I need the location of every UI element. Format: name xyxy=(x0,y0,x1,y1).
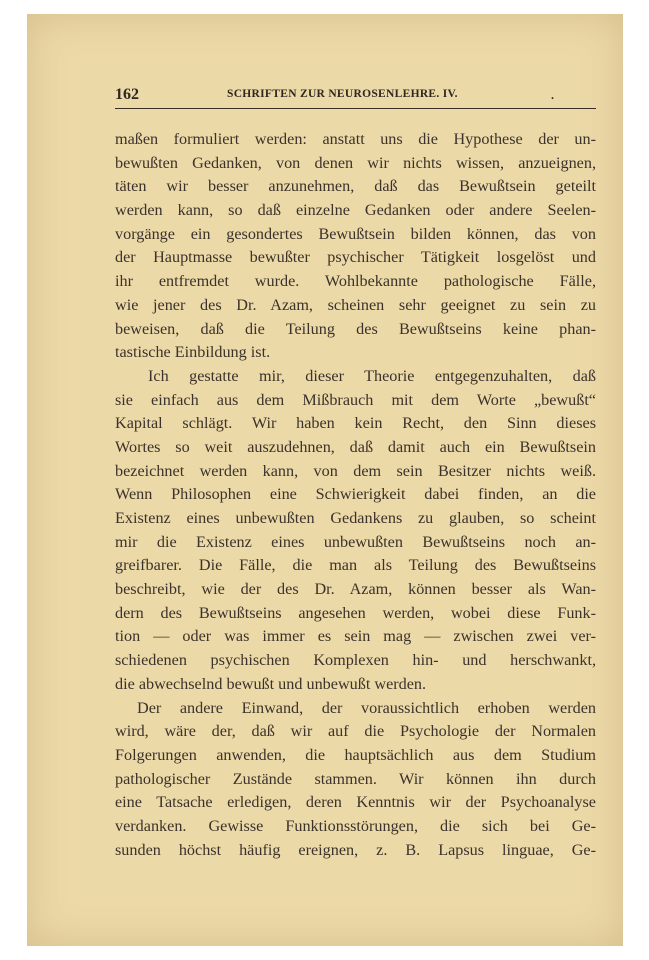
running-head: SCHRIFTEN ZUR NEUROSENLEHRE. IV. xyxy=(227,88,458,100)
text-line: tion — oder was immer es sein mag — zwischen zwei ver- xyxy=(115,627,596,646)
text-line: Wenn Philosophen eine Schwierigkeit dabei finden, an die xyxy=(115,485,596,504)
text-line: wie jener des Dr. Azam, scheinen sehr geeignet zu sein zu xyxy=(115,295,596,314)
text-line: greifbarer. Die Fälle, die man als Teilung des Bewußtseins xyxy=(115,556,596,575)
text-line: mir die Existenz eines unbewußten Bewußtseins noch an- xyxy=(115,532,596,551)
page-number: 162 xyxy=(115,86,139,103)
text-line: sunden höchst häufig ereignen, z. B. Lapsus linguae, Ge- xyxy=(115,840,596,859)
text-line: ihr entfremdet wurde. Wohlbekannte pathologische Fälle, xyxy=(115,272,596,291)
text-line: pathologischer Zustände stammen. Wir können ihn durch xyxy=(115,769,596,788)
text-line: vorgänge ein gesondertes Bewußtsein bilden können, das von xyxy=(115,224,596,243)
page-header xyxy=(115,86,596,109)
text-line: sie einfach aus dem Mißbrauch mit dem Worte „bewußt“ xyxy=(115,390,596,409)
text-line: bewußten Gedanken, von denen wir nichts wissen, anzueignen, xyxy=(115,153,596,172)
text-line: maßen formuliert werden: anstatt uns die Hypothese der un- xyxy=(115,130,596,148)
text-line: beweisen, daß die Teilung des Bewußtseins keine phan- xyxy=(115,319,596,338)
paragraph-end-line: tastische Einbildung ist. xyxy=(115,343,271,362)
header-mark: . xyxy=(551,88,554,102)
text-line: Wortes so weit auszudehnen, daß damit auch ein Bewußtsein xyxy=(115,437,596,456)
text-line: schiedenen psychischen Komplexen hin- und herschwankt, xyxy=(115,651,596,670)
text-line: verdanken. Gewisse Funktionsstörungen, die sich bei Ge- xyxy=(115,816,596,835)
text-line: Folgerungen anwenden, die hauptsächlich aus dem Studium xyxy=(115,745,596,764)
text-line: der Hauptmasse bewußter psychischer Tätigkeit losgelöst und xyxy=(115,248,596,267)
paragraph-start-line: Ich gestatte mir, dieser Theorie entgegenzuhalten, daß xyxy=(148,366,596,385)
text-line: täten wir besser anzunehmen, daß das Bewußtsein geteilt xyxy=(115,177,596,196)
paragraph-end-line: die abwechselnd bewußt und unbewußt werden. xyxy=(115,674,427,693)
text-line: Kapital schlägt. Wir haben kein Recht, den Sinn dieses xyxy=(115,414,596,433)
text-line: wird, wäre der, daß wir auf die Psychologie der Normalen xyxy=(115,722,596,741)
body-text xyxy=(115,128,596,862)
text-line: eine Tatsache erledigen, deren Kenntnis wir der Psychoanalyse xyxy=(115,793,596,812)
text-line: dern des Bewußtseins angesehen werden, wobei diese Funk- xyxy=(115,603,596,622)
text-line: werden kann, so daß einzelne Gedanken oder andere Seelen- xyxy=(115,201,596,220)
paragraph-start-line: Der andere Einwand, der voraussichtlich erhoben werden xyxy=(137,698,596,717)
text-line: beschreibt, wie der des Dr. Azam, können besser als Wan- xyxy=(115,580,596,599)
text-line: bezeichnet werden kann, von dem sein Besitzer nichts weiß. xyxy=(115,461,596,480)
text-line: Existenz eines unbewußten Gedankens zu glauben, so scheint xyxy=(115,509,596,527)
